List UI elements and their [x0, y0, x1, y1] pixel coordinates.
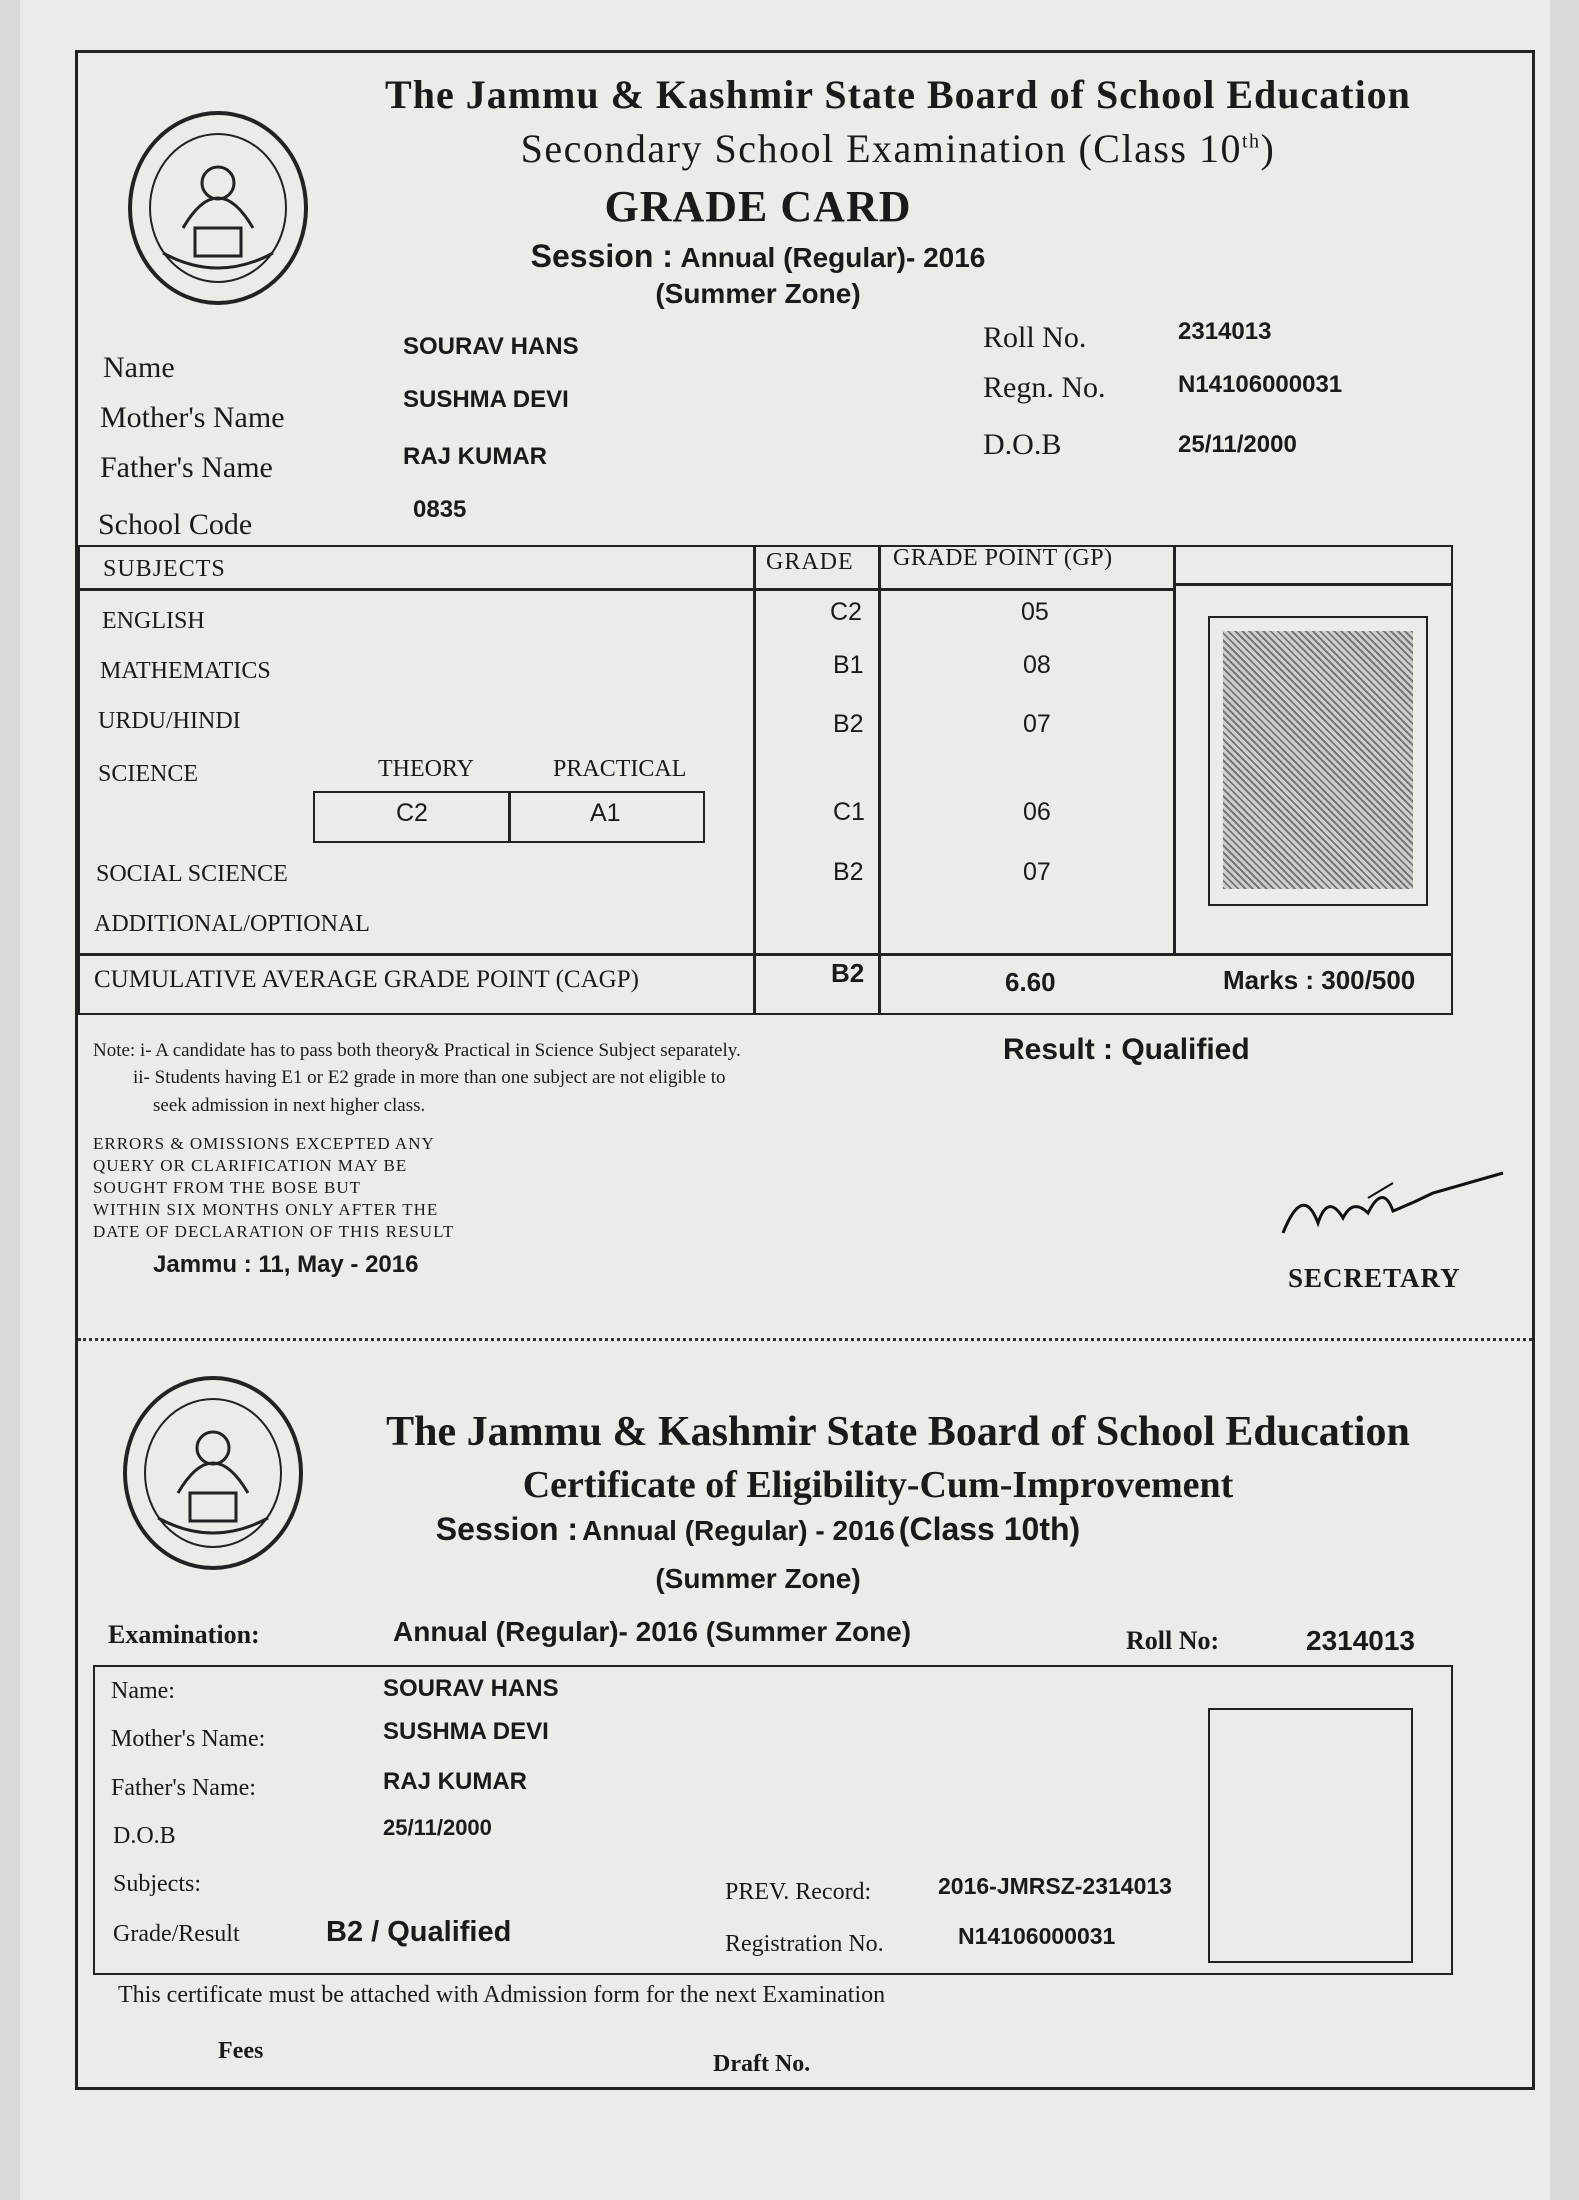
cert-dob-label: D.O.B	[113, 1823, 176, 1849]
theory-grade: C2	[396, 799, 428, 827]
cert-zone: (Summer Zone)	[655, 1563, 861, 1594]
practical-grade: A1	[590, 799, 621, 827]
mother-value: SUSHMA DEVI	[403, 386, 569, 413]
cert-name-label: Name:	[111, 1678, 175, 1704]
marks-value: Marks : 300/500	[1223, 965, 1416, 995]
secretary-title: SECRETARY	[1288, 1263, 1461, 1293]
cert-photo-box	[1208, 1708, 1413, 1963]
note-3: seek admission in next higher class.	[153, 1095, 426, 1116]
errors-line: QUERY OR CLARIFICATION MAY BE	[93, 1156, 408, 1175]
session-value: Annual (Regular)- 2016	[680, 242, 986, 273]
subject-english: ENGLISH	[102, 608, 205, 634]
name-label: Name	[103, 351, 175, 384]
gp-mathematics: 08	[1023, 651, 1051, 679]
grade-col-divider	[753, 545, 756, 1015]
cert-class: (Class 10th)	[898, 1511, 1081, 1547]
subject-urdu-hindi: URDU/HINDI	[98, 708, 241, 734]
cert-mother-value: SUSHMA DEVI	[383, 1718, 549, 1745]
cert-fees-label: Fees	[218, 2038, 264, 2064]
grade-card-sheet	[75, 50, 1535, 2090]
cert-prev-label: PREV. Record:	[725, 1879, 872, 1905]
exam-title-close: )	[1260, 126, 1276, 171]
cert-session-line	[258, 1511, 1258, 1548]
cert-exam-label: Examination:	[108, 1620, 260, 1649]
cert-mother-label: Mother's Name:	[111, 1726, 266, 1752]
roll-value: 2314013	[1178, 318, 1272, 345]
cagp-value: 6.60	[1005, 967, 1056, 997]
cert-session-value: Annual (Regular) - 2016	[582, 1515, 895, 1546]
regn-label: Regn. No.	[983, 371, 1106, 404]
exam-title-sup: th	[1241, 130, 1261, 153]
subject-science: SCIENCE	[98, 761, 199, 787]
theory-label: THEORY	[378, 756, 474, 782]
school-code-value: 0835	[413, 496, 467, 523]
cert-title: Certificate of Eligibility-Cum-Improvement	[522, 1464, 1234, 1506]
regn-value: N14106000031	[1178, 371, 1343, 398]
gp-col-divider	[878, 545, 881, 1015]
errors-notice	[93, 1133, 454, 1243]
grade-english: C2	[830, 598, 862, 626]
photo-col-top-line	[1173, 583, 1453, 586]
roll-label: Roll No.	[983, 321, 1087, 354]
cert-exam-value: Annual (Regular)- 2016 (Summer Zone)	[393, 1616, 912, 1647]
grade-urdu-hindi: B2	[833, 710, 864, 738]
zone-line: (Summer Zone)	[655, 278, 861, 309]
result-text: Result : Qualified	[1003, 1033, 1250, 1066]
student-photo	[1223, 631, 1413, 889]
grade-mathematics: B1	[833, 651, 864, 679]
cagp-grade: B2	[831, 958, 865, 988]
science-split-divider	[508, 791, 511, 843]
school-code-label: School Code	[98, 508, 253, 541]
father-value: RAJ KUMAR	[403, 443, 547, 470]
gp-urdu-hindi: 07	[1023, 710, 1051, 738]
exam-title-text: Secondary School Examination (Class 10	[520, 126, 1242, 171]
cert-regn-value: N14106000031	[958, 1923, 1116, 1949]
board-name: The Jammu & Kashmir State Board of School Education	[385, 72, 1411, 117]
note-2: ii- Students having E1 or E2 grade in more than one subject are not eligible to	[133, 1067, 726, 1088]
cert-regn-label: Registration No.	[725, 1931, 884, 1957]
practical-label: PRACTICAL	[553, 756, 687, 782]
col-subjects: SUBJECTS	[103, 556, 226, 582]
cert-footer-note: This certificate must be attached with Admission form for the next Examination	[118, 1982, 886, 2008]
cagp-label: CUMULATIVE AVERAGE GRADE POINT (CAGP)	[94, 966, 639, 993]
session-line	[258, 238, 1258, 275]
col-grade: GRADE	[766, 549, 854, 575]
page-title: GRADE CARD	[604, 182, 912, 231]
col-grade-point: GRADE POINT (GP)	[893, 545, 1113, 571]
cert-draft-label: Draft No.	[713, 2051, 811, 2077]
secretary-signature	[1273, 1163, 1513, 1253]
cert-grade-label: Grade/Result	[113, 1921, 240, 1947]
cert-dob-value: 25/11/2000	[383, 1815, 492, 1840]
cut-line	[78, 1338, 1532, 1341]
errors-line: SOUGHT FROM THE BOSE BUT	[93, 1178, 362, 1197]
cert-board-name: The Jammu & Kashmir State Board of School Education	[386, 1409, 1410, 1455]
cert-roll-label: Roll No:	[1126, 1626, 1220, 1655]
session-label: Session :	[530, 238, 673, 274]
gp-english: 05	[1021, 598, 1049, 626]
name-value: SOURAV HANS	[403, 333, 579, 360]
gp-science: 06	[1023, 798, 1051, 826]
exam-title	[258, 125, 1538, 172]
gp-social-science: 07	[1023, 858, 1051, 886]
dob-label: D.O.B	[983, 428, 1062, 461]
cert-session-label: Session :	[435, 1511, 579, 1547]
place-date: Jammu : 11, May - 2016	[153, 1251, 419, 1278]
cert-grade-value: B2 / Qualified	[326, 1916, 512, 1948]
subject-mathematics: MATHEMATICS	[100, 658, 271, 684]
cert-father-label: Father's Name:	[111, 1775, 256, 1801]
table-header-divider	[78, 588, 1173, 591]
grade-science: C1	[833, 798, 865, 826]
subject-additional: ADDITIONAL/OPTIONAL	[94, 911, 370, 937]
photo-col-divider	[1173, 545, 1176, 953]
grade-social-science: B2	[833, 858, 864, 886]
errors-line: WITHIN SIX MONTHS ONLY AFTER THE	[93, 1200, 439, 1219]
cert-name-value: SOURAV HANS	[383, 1675, 559, 1702]
errors-line: DATE OF DECLARATION OF THIS RESULT	[93, 1222, 455, 1241]
father-label: Father's Name	[100, 451, 273, 484]
subject-social-science: SOCIAL SCIENCE	[96, 861, 288, 887]
cert-subjects-label: Subjects:	[113, 1871, 201, 1897]
errors-line: ERRORS & OMISSIONS EXCEPTED ANY	[93, 1134, 435, 1153]
mother-label: Mother's Name	[100, 401, 285, 434]
cert-prev-value: 2016-JMRSZ-2314013	[938, 1873, 1172, 1899]
cagp-divider	[78, 953, 1453, 956]
cert-roll-value: 2314013	[1306, 1625, 1416, 1656]
note-1: Note: i- A candidate has to pass both theory& Practical in Science Subject separately.	[93, 1040, 741, 1061]
dob-value: 25/11/2000	[1178, 431, 1297, 458]
cert-father-value: RAJ KUMAR	[383, 1768, 527, 1795]
